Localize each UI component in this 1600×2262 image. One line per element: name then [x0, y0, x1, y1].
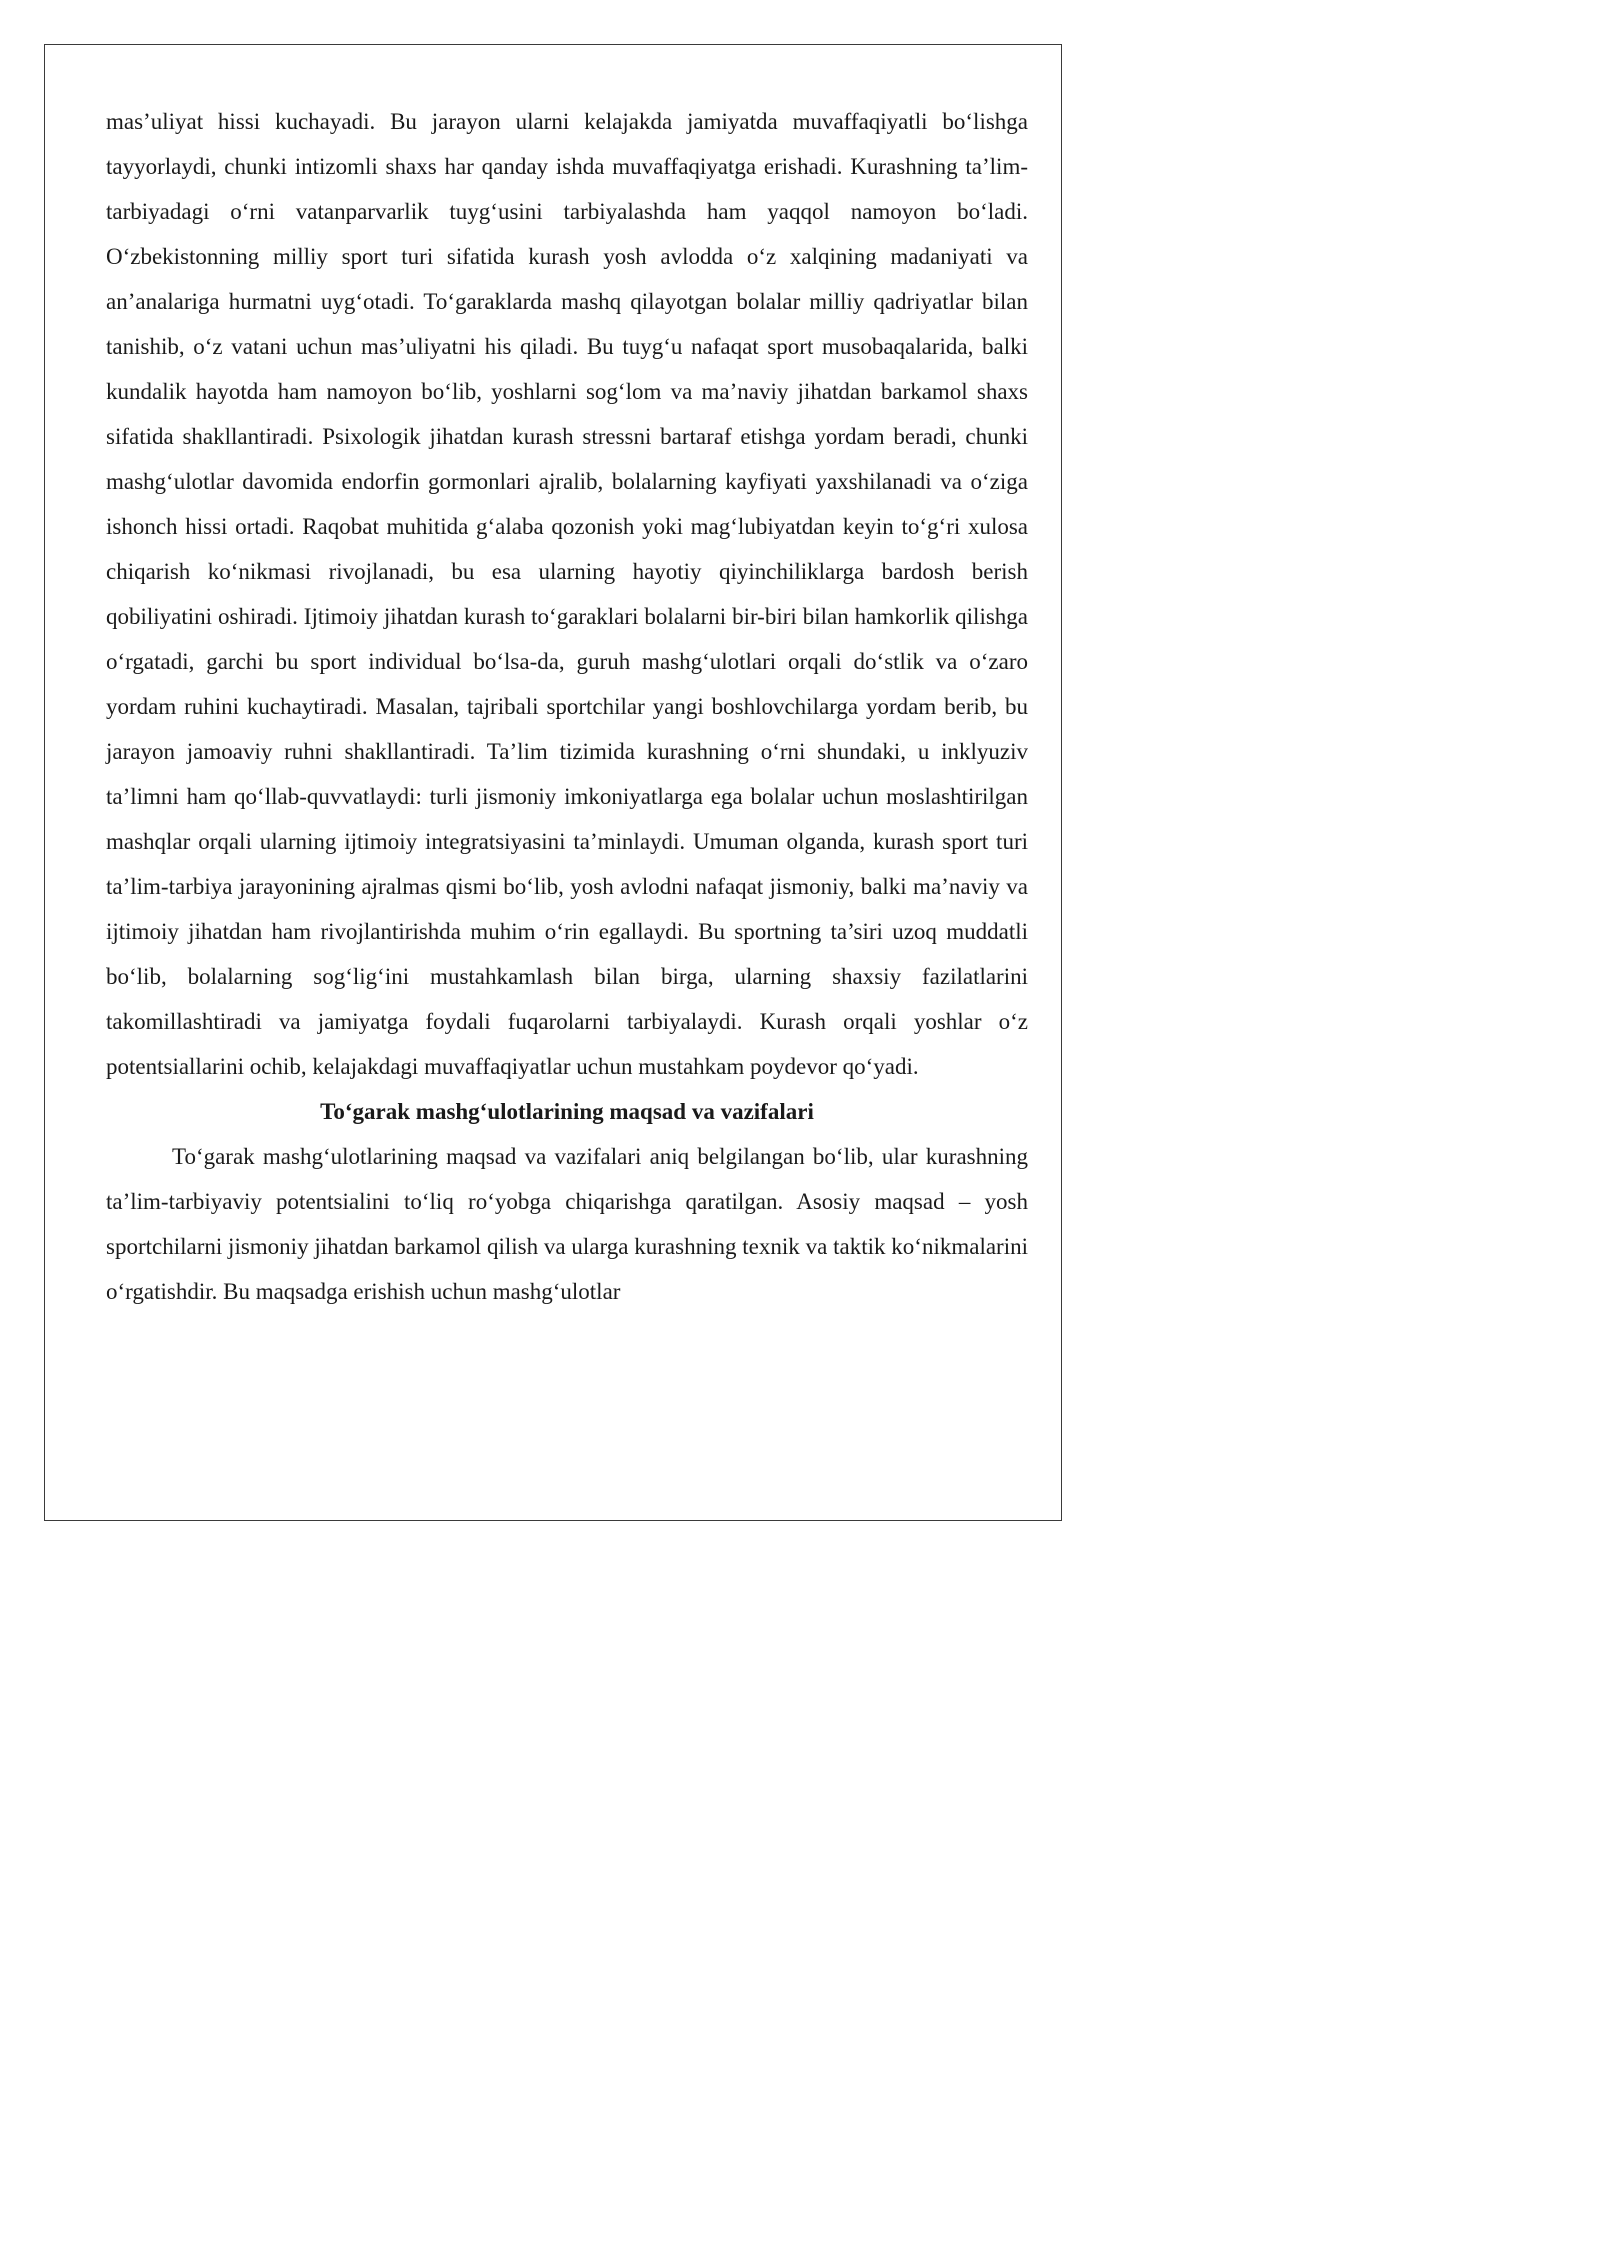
section-heading: To‘garak mashg‘ulotlarining maqsad va vazifalari — [320, 1099, 814, 1124]
body-paragraph: mas’uliyat hissi kuchayadi. Bu jarayon ularni kelajakda jamiyatda muvaffaqiyatli bo‘lishga tayyorlaydi, chunki intizomli shaxs har qanday ishda muvaffaqiyatga erishadi. Kurashning ta’lim-tarbiyadagi o‘rni vatanparvarlik tuyg‘usini tarbiyalashda ham yaqqol namoyon bo‘ladi. O‘zbekistonning milliy sport turi sifatida kurash yosh avlodda o‘z xalqining madaniyati va an’analariga hurmatni uyg‘otadi. To‘garaklarda mashq qilayotgan bolalar milliy qadriyatlar bilan tanishib, o‘z vatani uchun mas’uliyatni his qiladi. Bu tuyg‘u nafaqat sport musobaqalarida, balki kundalik hayotda ham namoyon bo‘lib, yoshlarni sog‘lom va ma’naviy jihatdan barkamol shaxs sifatida shakllantiradi. Psixologik jihatdan kurash stressni bartaraf etishga yordam beradi, chunki mashg‘ulotlar davomida endorfin gormonlari ajralib, bolalarning kayfiyati yaxshilanadi va o‘ziga ishonch hissi ortadi. Raqobat muhitida g‘alaba qozonish yoki mag‘lubiyatdan keyin to‘g‘ri xulosa chiqarish ko‘nikmasi rivojlanadi, bu esa ularning hayotiy qiyinchiliklarga bardosh berish qobiliyatini oshiradi. Ijtimoiy jihatdan kurash to‘garaklari bolalarni bir-biri bilan hamkorlik qilishga o‘rgatadi, garchi bu sport individual bo‘lsa-da, guruh mashg‘ulotlari orqali do‘stlik va o‘zaro yordam ruhini kuchaytiradi. Masalan, tajribali sportchilar yangi boshlovchilarga yordam berib, bu jarayon jamoaviy ruhni shakllantiradi. Ta’lim tizimida kurashning o‘rni shundaki, u inklyuziv ta’limni ham qo‘llab-quvvatlaydi: turli jismoniy imkoniyatlarga ega bolalar uchun moslashtirilgan mashqlar orqali ularning ijtimoiy integratsiyasini ta’minlaydi. Umuman olganda, kurash sport turi ta’lim-tarbiya jarayonining ajralmas qismi bo‘lib, yosh avlodni nafaqat jismoniy, balki ma’naviy va ijtimoiy jihatdan ham rivojlantirishda muhim o‘rin egallaydi. Bu sportning ta’siri uzoq muddatli bo‘lib, bolalarning sog‘lig‘ini mustahkamlash bilan birga, ularning shaxsiy fazilatlarini takomillashtiradi va jamiyatga foydali fuqarolarni tarbiyalaydi. Kurash orqali yoshlar o‘z potentsiallarini ochib, kelajakdagi muvaffaqiyatlar uchun mustahkam poydevor qo‘yadi. — [106, 109, 1028, 1079]
document-body — [106, 99, 1028, 1314]
body-paragraph: To‘garak mashg‘ulotlarining maqsad va vazifalari aniq belgilangan bo‘lib, ular kurashning ta’lim-tarbiyaviy potentsialini to‘liq ro‘yobga chiqarishga qaratilgan. Asosiy maqsad – yosh sportchilarni jismoniy jihatdan barkamol qilish va ularga kurashning texnik va taktik ko‘nikmalarini o‘rgatishdir. Bu maqsadga erishish uchun mashg‘ulotlar — [106, 1144, 1028, 1304]
